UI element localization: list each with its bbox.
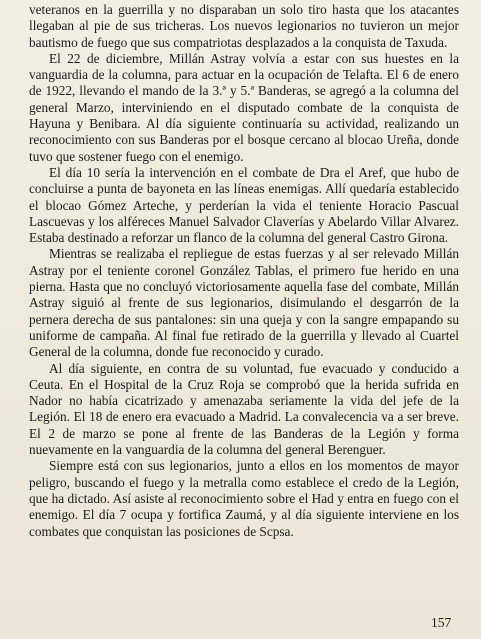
paragraph-4: Mientras se realizaba el repliegue de estas fuerzas y al ser relevado Millán Astray por el teniente coronel González Tablas, el primero fue herido en una pierna. Hasta que no concluyó victoriosamente aquella fase del combate, Millán Astray siguió al frente de sus legionarios, disimulando el desgarrón de la pernera derecha de sus pantalones: sin una queja y con la sangre empapando su uniforme de campaña. Al final fue retirado de la guerrilla y llevado al Cuartel General de la columna, donde fue reconocido y curado. — [29, 246, 459, 360]
paragraph-5: Al día siguiente, en contra de su voluntad, fue evacuado y conducido a Ceuta. En el Hospital de la Cruz Roja se comprobó que la herida sufrida en Nador no había cicatrizado y amenazaba seriamente la vida del jefe de la Legión. El 18 de enero era evacuado a Madrid. La convalecencia va a ser breve. El 2 de marzo se pone al frente de las Banderas de la Legión y forma nuevamente en la vanguardia de la columna del general Berenguer. — [29, 360, 459, 458]
page-number: 157 — [431, 615, 452, 630]
paragraph-3: El día 10 sería la intervención en el combate de Dra el Aref, que hubo de concluirse a punta de bayoneta en las líneas enemigas. Allí quedaría establecido el blocao Gómez Arteche, y perderían la vida el teniente Horacio Pascual Lascuevas y los alféreces Manuel Salvador Claverías y Abelardo Villar Alvarez. Estaba destinado a reforzar un flanco de la columna del general Castro Girona. — [29, 164, 459, 246]
paragraph-2: El 22 de diciembre, Millán Astray volvía a estar con sus huestes en la vanguardia de la columna, para actuar en la ocupación de Telafta. El 6 de enero de 1922, llevando el mando de la 3.ª y 5.ª Banderas, se agregó a la columna del general Marzo, interviniendo en el disputado combate de la conquista de Hayuna y Benibara. Al día siguiente continuaría su actividad, realizando un reconocimiento con sus Banderas por el bosque cercano al blocao Ureña, donde tuvo que sostener fuego con el enemigo. — [29, 50, 459, 164]
paragraph-1: veteranos en la guerrilla y no disparaban un solo tiro hasta que los atacantes llegaban al pie de sus tricheras. Los nuevos legionarios no tuvieron un mejor bautismo de fuego que sus compatriotas desplazados a la conquista de Taxuda. — [29, 2, 459, 50]
body-text — [29, 2, 459, 540]
paragraph-6: Siempre está con sus legionarios, junto a ellos en los momentos de mayor peligro, buscando el fuego y la metralla como establece el credo de la Legión, que ha dictado. Así asiste al reconocimiento sobre el Had y entra en fuego con el enemigo. El día 7 ocupa y fortifica Zaumá, y al día siguiente interviene en los combates que conquistan las posiciones de Scpsa. — [29, 458, 459, 539]
